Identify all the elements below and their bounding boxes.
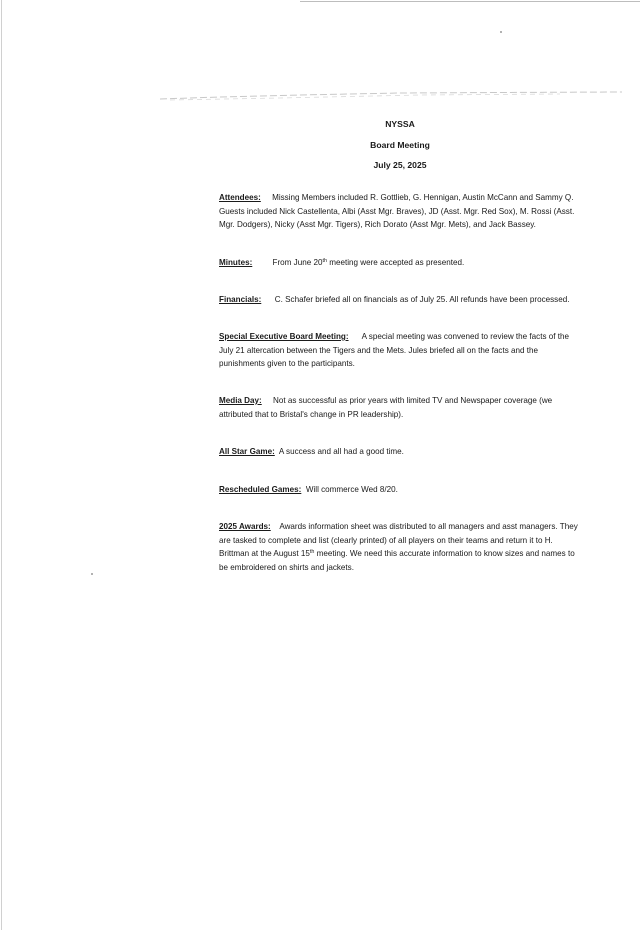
financials-section (219, 293, 579, 307)
special-board-text: A special meeting was convened to review the facts of the July 21 altercation between the Tigers and the Mets. Jules briefed all on the facts and the punishments given to the participants. (219, 332, 569, 369)
scan-border-left (1, 0, 2, 930)
awards-label: 2025 Awards: (219, 522, 271, 531)
scan-border-top (300, 1, 640, 2)
awards-text: Awards information sheet was distributed to all managers and asst managers. They are tasked to complete and list (clearly printed) of all players on their teams and return it to H. Brittman at the August 15 (219, 522, 578, 559)
minutes-text-end: meeting were accepted as presented. (326, 258, 465, 267)
awards-superscript: th (309, 549, 315, 556)
rescheduled-label: Rescheduled Games: (219, 485, 302, 494)
attendees-section (219, 191, 579, 232)
scan-speck (91, 573, 93, 575)
minutes-text: From June 20 (272, 258, 323, 267)
attendees-label: Attendees: (219, 193, 261, 202)
awards-text-end: meeting. We need this accurate information to know sizes and names to be embroidered on shirts and jackets. (219, 549, 575, 572)
rescheduled-text: Will commerce Wed 8/20. (305, 485, 398, 494)
financials-text: C. Schafer briefed all on financials as of July 25. All refunds have been processed. (274, 295, 570, 304)
minutes-superscript: th (322, 258, 327, 264)
special-board-label: Special Executive Board Meeting: (219, 332, 349, 341)
media-day-section (219, 394, 579, 421)
all-star-section (219, 445, 579, 459)
special-board-section (219, 330, 579, 371)
minutes-section (219, 256, 579, 270)
org-name: NYSSA (385, 119, 415, 129)
document-header (300, 114, 500, 176)
meeting-title: Board Meeting (370, 139, 430, 150)
media-day-text: Not as successful as prior years with limited TV and Newspaper coverage (we attributed that to Bristal's change in PR leadership). (219, 396, 553, 419)
media-day-label: Media Day: (219, 396, 262, 405)
scan-speck (500, 31, 502, 33)
rescheduled-section (219, 483, 579, 497)
awards-section (219, 520, 579, 574)
meeting-date: July 25, 2025 (373, 160, 427, 170)
all-star-label: All Star Game: (219, 447, 275, 456)
attendees-text: Missing Members included R. Gottlieb, G. Hennigan, Austin McCann and Sammy Q. Guests included Nick Castellenta, Albi (Asst Mgr. Braves), JD (Asst. Mgr. Red Sox), M. Rossi (Asst. Mgr. Dodgers), Nicky (Asst Mgr. Tigers), Rich Dorato (Asst Mgr. Mets), and Jack Bassey. (219, 193, 575, 230)
scan-artifact-line (160, 91, 622, 101)
all-star-text: A success and all had a good time. (278, 447, 404, 456)
financials-label: Financials: (219, 295, 262, 304)
minutes-label: Minutes: (219, 258, 253, 267)
